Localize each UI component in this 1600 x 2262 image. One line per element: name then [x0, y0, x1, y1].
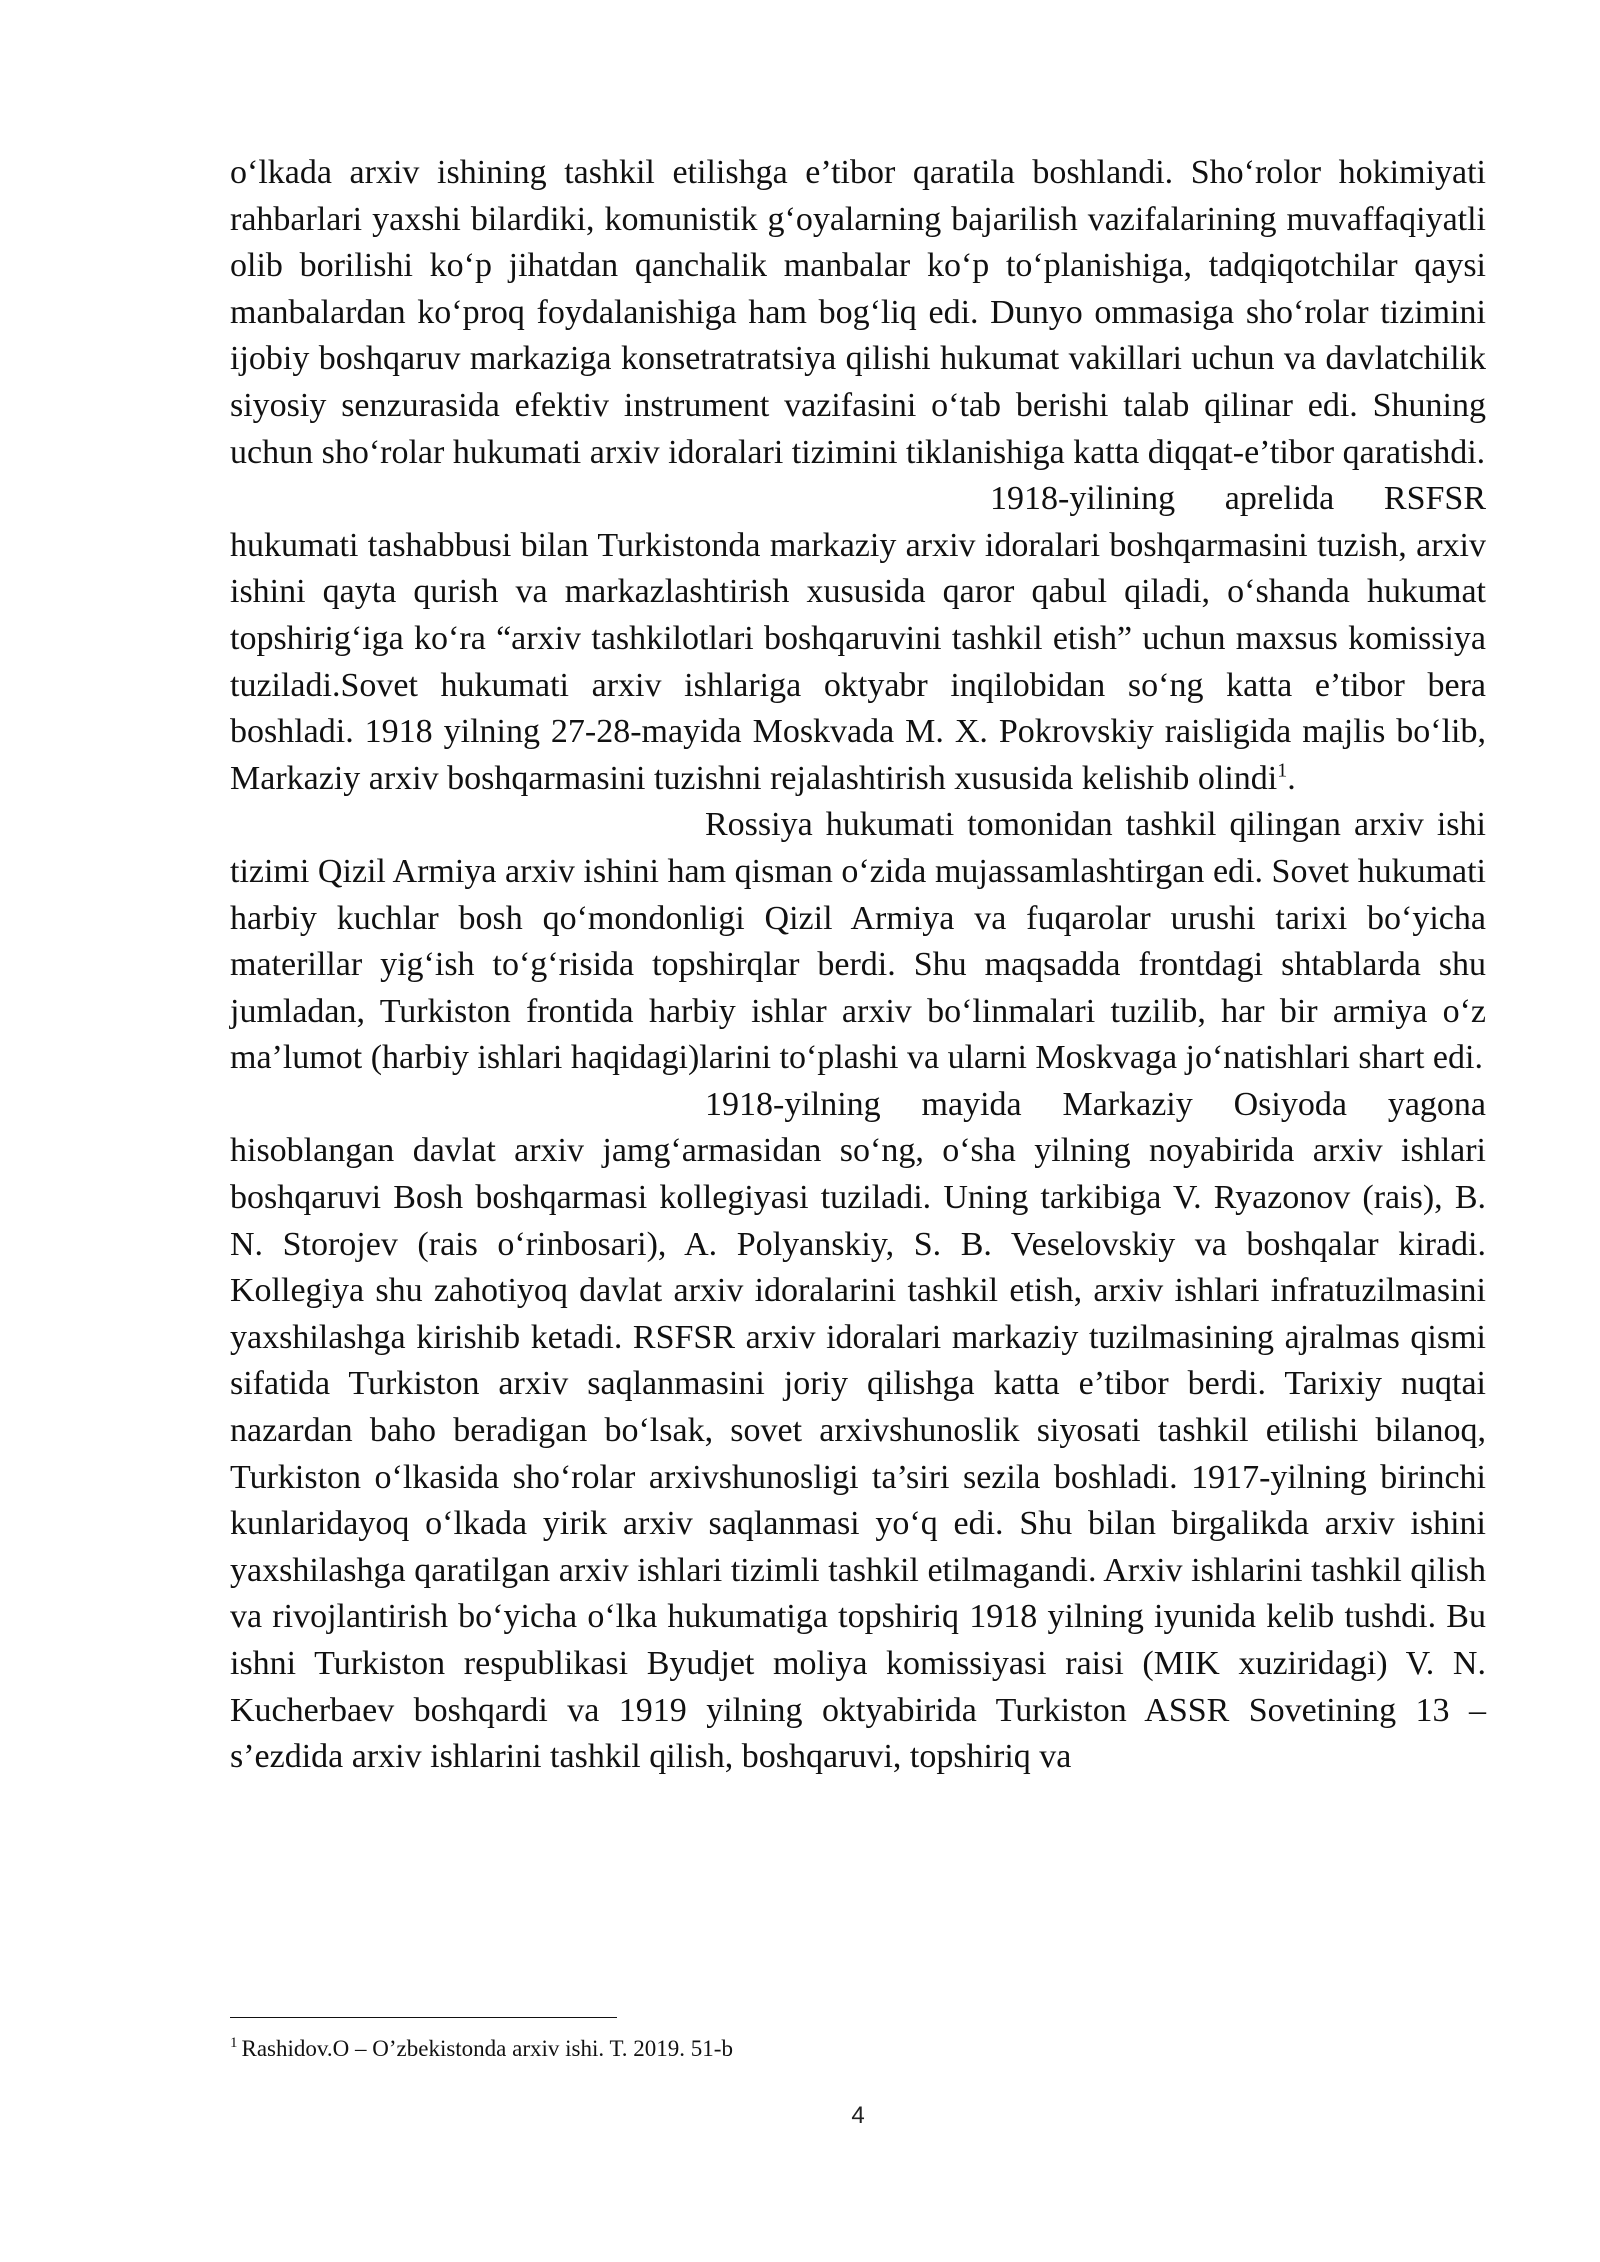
paragraph-2 — [230, 476, 1486, 802]
paragraph-2-end: . — [1287, 759, 1296, 797]
footnote-separator — [230, 2017, 617, 2018]
paragraph-3: Rossiya hukumati tomonidan tashkil qilingan arxiv ishi tizimi Qizil Armiya arxiv ishini ham qisman o‘zida mujassamlashtirgan edi. Sovet hukumati harbiy kuchlar bosh qo‘mondonligi Qizil Armiya va fuqarolar urushi tarixi bo‘yicha materillar yig‘ish to‘g‘risida topshirqlar berdi. Shu maqsadda frontdagi shtablarda shu jumladan, Turkiston frontida harbiy ishlar arxiv bo‘linmalari tuzilib, har bir armiya o‘z ma’lumot (harbiy ishlari haqidagi)larini to‘plashi va ularni Moskvaga jo‘natishlari shart edi. — [230, 806, 1486, 1077]
page-number: 4 — [851, 2102, 865, 2129]
footnote — [230, 2034, 1486, 2064]
body-text — [230, 150, 1486, 1781]
footnote-mark: 1 — [230, 2035, 238, 2052]
paragraph-1: o‘lkada arxiv ishining tashkil etilishga e’tibor qaratila boshlandi. Sho‘rolor hokimiyati rahbarlari yaxshi bilardiki, komunistik g‘oyalarning bajarilish vazifalarining muvaffaqiyatli olib borilishi ko‘p jihatdan qanchalik manbalar ko‘p to‘planishiga, tadqiqotchilar qaysi manbalardan ko‘proq foydalanishiga ham bog‘liq edi. Dunyo ommasiga sho‘rolar tizimini ijobiy boshqaruv markaziga konsetratratsiya qilishi hukumat vakillari uchun va davlatchilik siyosiy senzurasida efektiv instrument vazifasini o‘tab berishi talab qilinar edi. Shuning uchun sho‘rolar hukumati arxiv idoralari tizimini tiklanishiga katta diqqat-e’tibor qaratishdi. — [230, 154, 1486, 471]
paragraph-2-text: 1918-yilining aprelida RSFSR hukumati tashabbusi bilan Turkistonda markaziy arxiv idoralari boshqarmasini tuzish, arxiv ishini qayta qurish va markazlashtirish xususida qaror qabul qiladi, o‘shanda hukumat topshirig‘iga ko‘ra “arxiv tashkilotlari boshqaruvini tashkil etish” uchun maxsus komissiya tuziladi.Sovet hukumati arxiv ishlariga oktyabr inqilobidan so‘ng katta e’tibor bera boshladi. 1918 yilning 27-28-mayida Moskvada M. X. Pokrovskiy raisligida majlis bo‘lib, Markaziy arxiv boshqarmasini tuzishni rejalashtirish xususida kelishib olindi — [230, 480, 1486, 797]
paragraph-4: 1918-yilning mayida Markaziy Osiyoda yagona hisoblangan davlat arxiv jamg‘armasidan so‘ng, o‘sha yilning noyabirida arxiv ishlari boshqaruvi Bosh boshqarmasi kollegiyasi tuziladi. Uning tarkibiga V. Ryazonov (rais), B. N. Storojev (rais o‘rinbosari), A. Polyanskiy, S. B. Veselovskiy va boshqalar kiradi. Kollegiya shu zahotiyoq davlat arxiv idoralarini tashkil etish, arxiv ishlari infratuzilmasini yaxshilashga kirishib ketadi. RSFSR arxiv idoralari markaziy tuzilmasining ajralmas qismi sifatida Turkiston arxiv saqlanmasini joriy qilishga katta e’tibor berdi. Tarixiy nuqtai nazardan baho beradigan bo‘lsak, sovet arxivshunoslik siyosati tashkil etilishi bilanoq, Turkiston o‘lkasida sho‘rolar arxivshunosligi ta’siri sezila boshladi. 1917-yilning birinchi kunlaridayoq o‘lkada yirik arxiv saqlanmasi yo‘q edi. Shu bilan birgalikda arxiv ishini yaxshilashga qaratilgan arxiv ishlari tizimli tashkil etilmagandi. Arxiv ishlarini tashkil qilish va rivojlantirish bo‘yicha o‘lka hukumatiga topshiriq 1918 yilning iyunida kelib tushdi. Bu ishni Turkiston respublikasi Byudjet moliya komissiyasi raisi (MIK xuziridagi) V. N. Kucherbaev boshqardi va 1919 yilning oktyabirida Turkiston ASSR Sovetining 13 – s’ezdida arxiv ishlarini tashkil qilish, boshqaruvi, topshiriq va — [230, 1085, 1486, 1776]
footnote-text: Rashidov.O – O’zbekistonda arxiv ishi. T. 2019. 51-b — [241, 2036, 733, 2061]
footnote-reference[interactable]: 1 — [1277, 759, 1288, 782]
